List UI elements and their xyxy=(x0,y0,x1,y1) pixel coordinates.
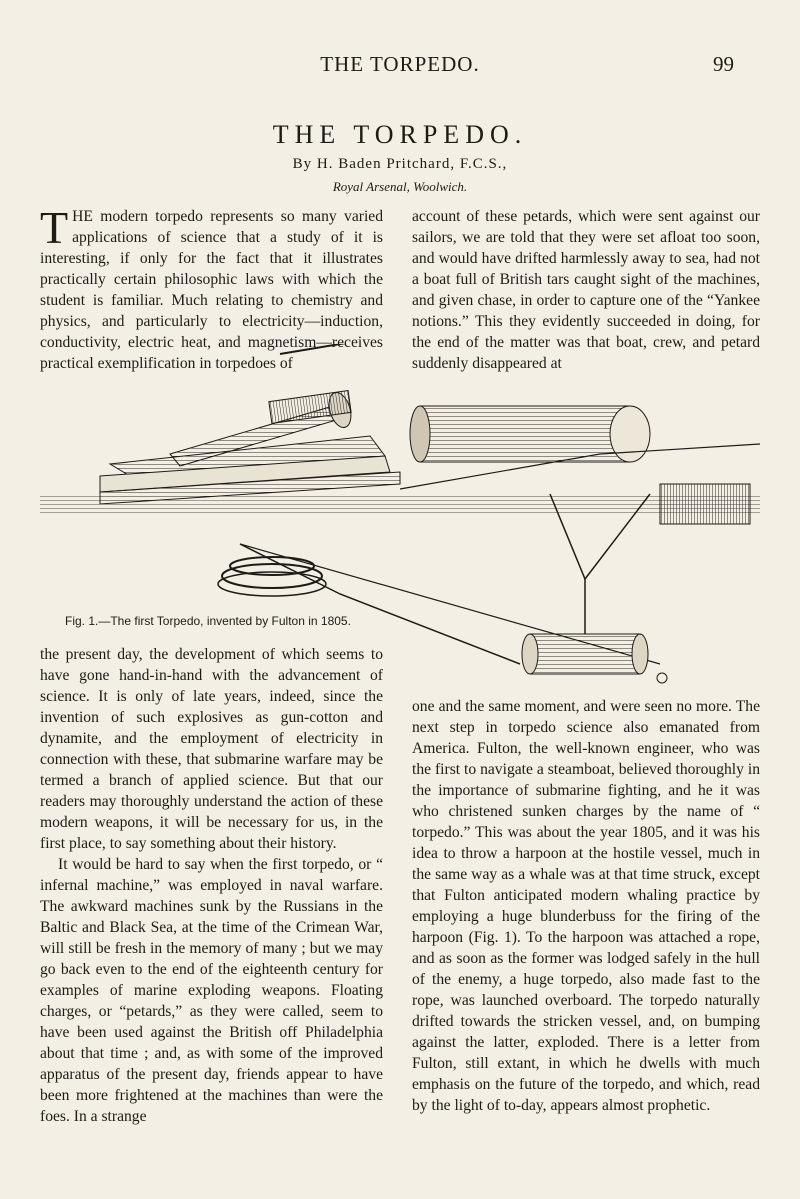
paragraph: account of these petards, which were sent against our sailors, we are told that they were set afloat too soon, and would have drifted harmlessly away to sea, had not a boat full of British tars caught sight of the machines, and given chase, in order to capture one of the “Yankee notions.” This they evidently succeeded in doing, for the end of the matter was that boat, crew, and petard suddenly disappeared at xyxy=(412,208,760,372)
running-title: THE TORPEDO. xyxy=(320,52,480,76)
figure-caption: Fig. 1.—The first Torpedo, invented by Fulton in 1805. xyxy=(65,614,351,628)
drop-cap: T xyxy=(40,202,69,253)
paragraph: It would be hard to say when the first torpedo, or “ infernal machine,” was employed in naval warfare. The awkward machines sunk by the Russians in the Baltic and Black Sea, at the time of the Crimean War, will still be fresh in the memory of many ; but we may go back even to the end of the eighteenth century for examples of marine exploding weapons. Floating charges, or “petards,” as they were called, seem to have been used against the British off Philadelphia about that time ; and, as with some of the improved apparatus of the present day, friends appear to have been more frightened at the machines than were the foes. In a strange xyxy=(40,856,383,1125)
byline: By H. Baden Pritchard, F.C.S., xyxy=(292,156,508,172)
water-surface xyxy=(40,496,760,514)
figure-fulton-torpedo xyxy=(40,344,760,689)
submerged-torpedo xyxy=(522,634,667,683)
paragraph: the present day, the development of which seems to have gone hand-in-hand with the advancement of science. It is only of late years, indeed, since the invention of such explosives as gun-cotton and dynamite, and the employment of electricity in connection with these, that submarine warfare may be termed a branch of applied science. But that our readers may thoroughly understand the action of these modern weapons, it will be necessary for us, in the first place, to say something about their history. xyxy=(40,646,383,852)
engraving-blunderbuss-harpoon-torpedo-icon xyxy=(40,344,760,689)
affiliation: Royal Arsenal, Woolwich. xyxy=(332,179,468,194)
running-head xyxy=(0,52,800,82)
enemy-hull xyxy=(660,484,750,524)
column-left-bottom xyxy=(40,644,383,1127)
column-right-bottom xyxy=(412,696,760,1116)
paragraph: one and the same moment, and were seen no more. The next step in torpedo science also emanated from America. Fulton, the well-known engineer, who was the first to navigate a steamboat, believed thoroughly in the importance of submarine fighting, and he it was who christened sunken charges by the name of “ torpedo.” This was about the year 1805, and it was his idea to throw a harpoon at the hostile vessel, much in the same way as a whale was at that time struck, except that Fulton anticipated modern whaling practice by employing a huge blunderbuss for the firing of the harpoon (Fig. 1). To the harpoon was attached a rope, and as soon as the former was lodged safely in the hull of the enemy, a huge torpedo, also made fast to the rope, was launched overboard. The torpedo naturally drifted towards the stricken vessel, and, on bumping against the latter, exploded. There is a letter from Fulton, still extant, in which he dwells with much emphasis on the future of the torpedo, and which, read by the light of to-day, appears almost prophetic. xyxy=(412,698,760,1114)
page-number: 99 xyxy=(713,52,734,76)
boat-bow xyxy=(100,436,400,504)
paragraph-text: HE modern torpedo represents so many varied applications of science that a study of it is interesting, if only for the fact that it illustrates practically certain philosophic laws with which the student is familiar. Much relating to chemistry and physics, and particularly to electricity—induction, conductivity, electric heat, and magnetism—receives practical exemplification in torpedoes of xyxy=(40,208,383,372)
article-title: THE TORPEDO. xyxy=(272,120,528,149)
